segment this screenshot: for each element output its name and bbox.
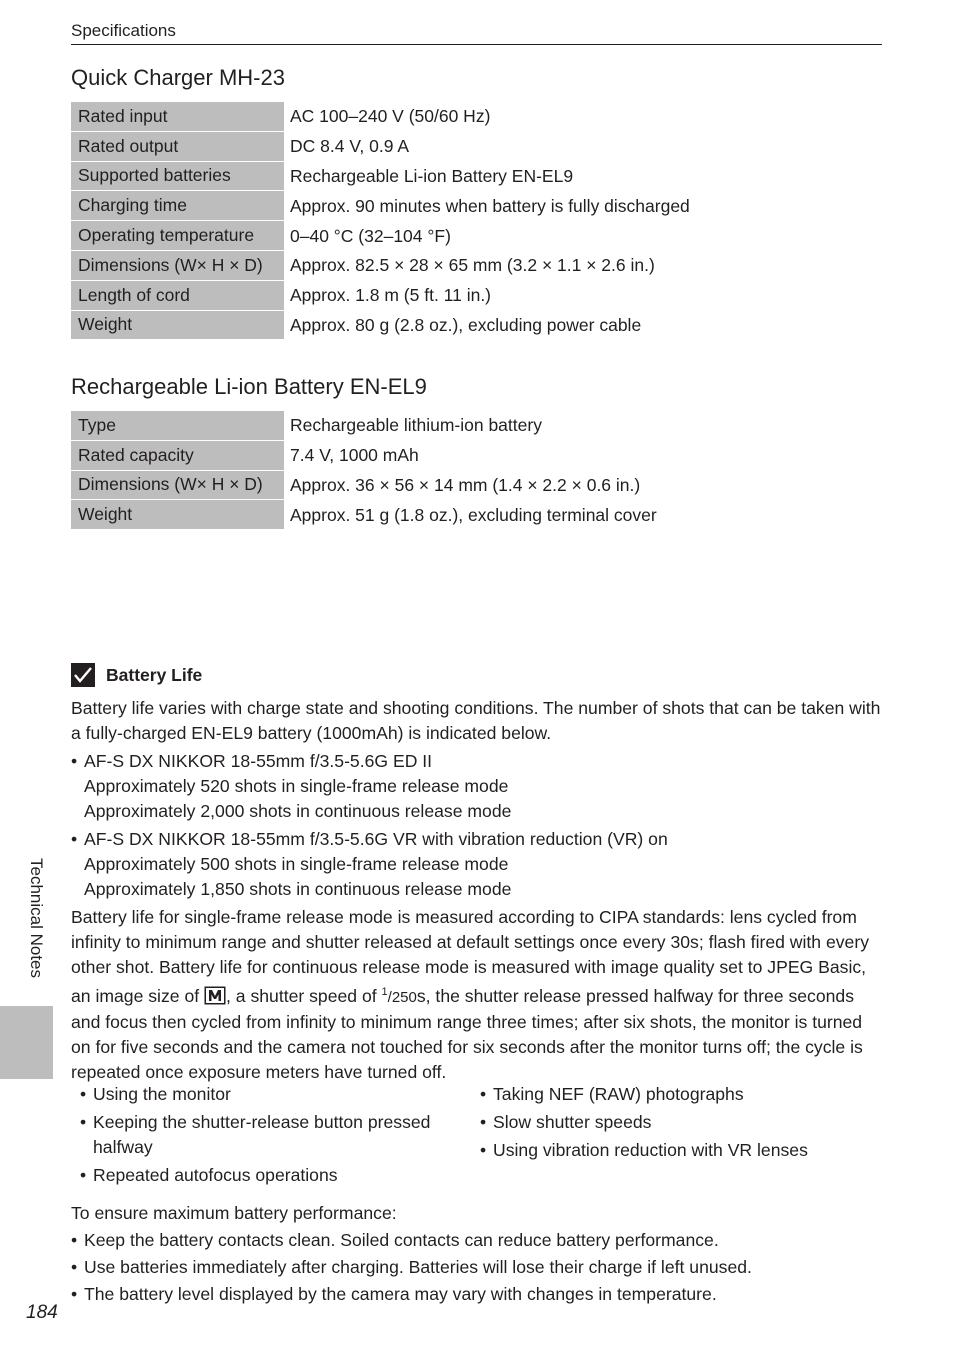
spec-label: Supported batteries: [71, 162, 284, 192]
spec-value: 7.4 V, 1000 mAh: [290, 445, 419, 466]
table-row: [71, 500, 882, 530]
spec-value: Approx. 36 × 56 × 14 mm (1.4 × 2.2 × 0.6 in.): [290, 474, 641, 495]
table-row: [71, 251, 882, 281]
lens-name: AF-S DX NIKKOR 18-55mm f/3.5-5.6G ED II: [84, 751, 433, 771]
cipa-paragraph: [71, 905, 882, 1085]
list-item: • Taking NEF (RAW) photographs: [480, 1082, 880, 1107]
list-item: • Use batteries immediately after charging. Batteries will lose their charge if left unused.: [71, 1254, 882, 1281]
spec-value: Rechargeable Li-ion Battery EN-EL9: [290, 165, 574, 186]
tip-text: Keep the battery contacts clean. Soiled contacts can reduce battery performance.: [84, 1230, 719, 1250]
factors-right: [480, 1082, 880, 1191]
factors-left: [80, 1082, 480, 1191]
tip-text: Use batteries immediately after charging. Batteries will lose their charge if left unused.: [84, 1257, 752, 1277]
battery-spec-table: [71, 411, 882, 530]
shot-count: Approximately 1,850 shots in continuous release mode: [84, 879, 512, 899]
charger-spec-table: [71, 102, 882, 340]
list-item: • Using vibration reduction with VR lenses: [480, 1138, 880, 1163]
charger-title: Quick Charger MH-23: [71, 65, 285, 90]
ensure-text: To ensure maximum battery performance:: [71, 1203, 397, 1223]
lens-name: AF-S DX NIKKOR 18-55mm f/3.5-5.6G VR with vibration reduction (VR) on: [84, 829, 668, 849]
cipa-text: Battery life for single-frame release mode is measured according to CIPA standards: lens cycled from infinity to minimum range and shutter released at default settings once every 30s; flash fired with every other shot. Battery life for continuous release mode is measured with image quality set to JPEG Basic, an image size of: [71, 907, 869, 1006]
list-item: • Slow shutter speeds: [480, 1110, 880, 1135]
factor-text: Repeated autofocus operations: [93, 1165, 338, 1185]
performance-tips: [71, 1200, 882, 1308]
shutter-numerator: 1: [381, 986, 388, 998]
factor-text: Using vibration reduction with VR lenses: [493, 1140, 808, 1160]
spec-label: Rated capacity: [71, 441, 284, 471]
shutter-denominator: /250: [387, 988, 417, 1006]
note-intro: Battery life varies with charge state and shooting conditions. The number of shots that can be taken with a fully-charged EN-EL9 battery (1000mAh) is indicated below.: [71, 698, 881, 743]
list-item: • The battery level displayed by the camera may vary with changes in temperature.: [71, 1281, 882, 1308]
list-item: • Using the monitor: [80, 1082, 480, 1107]
table-row: [71, 311, 882, 341]
table-row: [71, 162, 882, 192]
battery-title: Rechargeable Li-ion Battery EN-EL9: [71, 374, 427, 399]
note-check-icon: [71, 663, 95, 687]
spec-label: Charging time: [71, 191, 284, 221]
spec-value: Approx. 51 g (1.8 oz.), excluding terminal cover: [290, 504, 657, 525]
battery-life-body: [71, 696, 882, 1085]
factor-text: Keeping the shutter-release button pressed halfway: [93, 1112, 431, 1157]
spec-value: AC 100–240 V (50/60 Hz): [290, 106, 491, 127]
spec-label: Dimensions (W× H × D): [71, 251, 284, 281]
spec-value: DC 8.4 V, 0.9 A: [290, 136, 410, 157]
image-size-m-icon: [204, 986, 226, 1005]
tip-text: The battery level displayed by the camera may vary with changes in temperature.: [84, 1284, 717, 1304]
note-title: Battery Life: [106, 664, 203, 685]
spec-value: Approx. 1.8 m (5 ft. 11 in.): [290, 285, 492, 306]
shutter-unit: s: [416, 985, 426, 1006]
cipa-text: , a shutter speed of: [226, 985, 377, 1006]
list-item: • AF-S DX NIKKOR 18-55mm f/3.5-5.6G VR with vibration reduction (VR) on: [71, 827, 882, 852]
spec-value: Approx. 80 g (2.8 oz.), excluding power cable: [290, 314, 642, 335]
spec-label: Type: [71, 411, 284, 441]
spec-label: Operating temperature: [71, 221, 284, 251]
table-row: [71, 411, 882, 441]
spec-value: 0–40 °C (32–104 °F): [290, 225, 451, 246]
list-item: • Repeated autofocus operations: [80, 1163, 480, 1188]
shot-count: Approximately 500 shots in single-frame release mode: [84, 854, 509, 874]
shot-count: Approximately 520 shots in single-frame release mode: [84, 776, 509, 796]
spec-label: Length of cord: [71, 281, 284, 311]
spec-value: Approx. 90 minutes when battery is fully discharged: [290, 195, 690, 216]
table-row: [71, 102, 882, 132]
factor-text: Slow shutter speeds: [493, 1112, 652, 1132]
list-item: • AF-S DX NIKKOR 18-55mm f/3.5-5.6G ED II: [71, 749, 882, 774]
table-row: [71, 281, 882, 311]
factor-text: Taking NEF (RAW) photographs: [493, 1084, 744, 1104]
spec-label: Weight: [71, 311, 284, 341]
list-item: • Keeping the shutter-release button pressed halfway: [80, 1110, 450, 1160]
page-number: 184: [26, 1302, 58, 1323]
table-row: [71, 441, 882, 471]
table-row: [71, 191, 882, 221]
spec-label: Weight: [71, 500, 284, 530]
factor-text: Using the monitor: [93, 1084, 231, 1104]
spec-value: Approx. 82.5 × 28 × 65 mm (3.2 × 1.1 × 2.6 in.): [290, 255, 655, 276]
spec-label: Rated output: [71, 132, 284, 162]
factors-list: [80, 1082, 880, 1191]
table-row: [71, 132, 882, 162]
side-section-label: Technical Notes: [27, 858, 46, 979]
list-item: • Keep the battery contacts clean. Soiled contacts can reduce battery performance.: [71, 1227, 882, 1254]
spec-label: Rated input: [71, 102, 284, 132]
shot-count: Approximately 2,000 shots in continuous release mode: [84, 801, 512, 821]
table-row: [71, 471, 882, 501]
spec-value: Rechargeable lithium-ion battery: [290, 415, 542, 436]
side-tab-marker: [0, 1006, 53, 1079]
running-header: Specifications: [71, 20, 882, 45]
note-heading: [71, 662, 202, 688]
cipa-text: , the shutter release pressed halfway for three seconds and focus then cycled from infinity to minimum range three times; after six shots, the monitor is turned on for five seconds and the camera not touched for six seconds after the monitor turns off; the cycle is repeated once exposure meters have turned off.: [71, 985, 863, 1082]
table-row: [71, 221, 882, 251]
spec-label: Dimensions (W× H × D): [71, 471, 284, 501]
